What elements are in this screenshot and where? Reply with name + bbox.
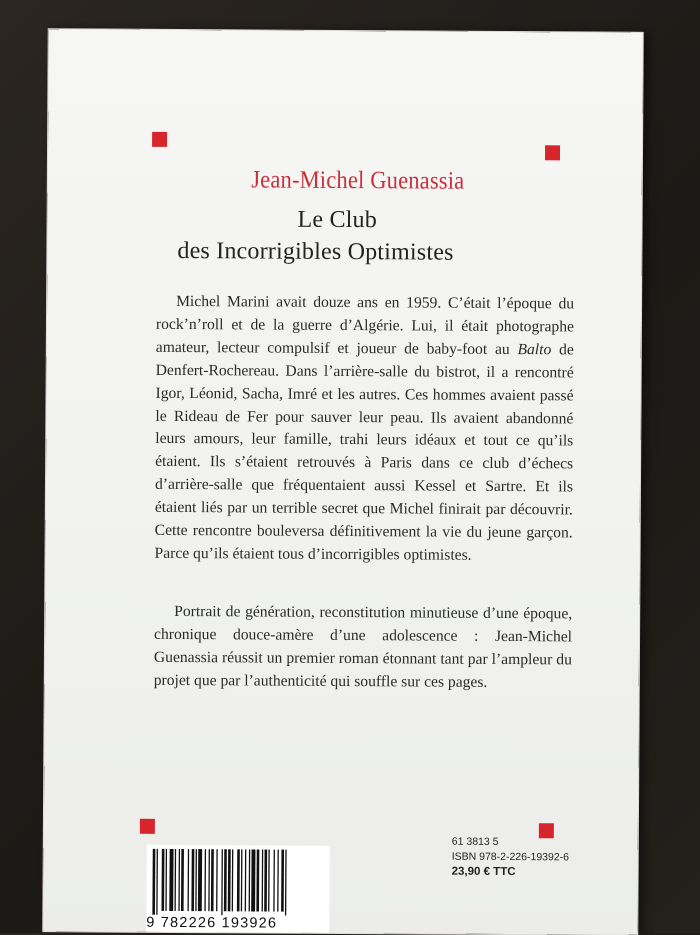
product-code: 61 3813 5 bbox=[451, 835, 499, 848]
book-title-line2: des Incorrigibles Optimistes bbox=[177, 237, 454, 266]
barcode bbox=[146, 845, 330, 933]
blurb-paragraph-2: Portrait de génération, reconstitution minutieuse d’une époque, chronique douce-amère d’une adolescence : Jean-Michel Guenassia réussit un premier roman étonnant tant par l’ampleur du projet que par l’authenticité qui souffle sur ces pages. bbox=[153, 602, 573, 691]
barcode-digits: 9 782226 193926 bbox=[146, 914, 278, 932]
blurb-p1-italic: Balto bbox=[517, 340, 552, 359]
barcode-bars bbox=[146, 845, 329, 916]
blurb-p1-part-a: Michel Marini avait douze ans en 1959. C’était l’époque du rock’n’roll et de la guerre d’Algérie. Lui, il était photographe amateur, lecteur compulsif et joueur de baby-foot au bbox=[155, 292, 575, 358]
blurb-p1-part-b: de Denfert-Rochereau. Dans l’arrière-salle du bistrot, il a rencontré Igor, Léonid, Sacha, Imré et les autres. Ces hommes avaient passé le Rideau de Fer pour sauver leur peau. Ils avaient abandonné leurs amours, leur famille, trahi leurs idéaux et tout ce qu’ils étaient. Ils s’étaient retrouvés à Paris dans ce club d’échecs d’arrière-salle que fréquentaient aussi Kessel et Sartre. Et ils étaient liés par un terrible secret que Michel finirait par découvrir. Cette rencontre bouleversa définitivement la vie du jeune garçon. Parce qu’ils étaient tous d’incorrigibles optimistes. bbox=[154, 341, 574, 564]
red-square-bottom-left bbox=[140, 819, 155, 834]
book-title-line1: Le Club bbox=[297, 206, 378, 234]
red-square-bottom-right bbox=[539, 823, 554, 838]
price-label: 23,90 € TTC bbox=[451, 865, 516, 879]
red-square-top-left bbox=[152, 132, 167, 147]
red-square-top-right bbox=[545, 145, 560, 160]
isbn-number: ISBN 978-2-226-19392-6 bbox=[451, 850, 570, 864]
book-back-cover bbox=[43, 29, 642, 935]
author-name: Jean-Michel Guenassia bbox=[251, 166, 465, 195]
blurb-paragraph-1 bbox=[154, 291, 574, 568]
